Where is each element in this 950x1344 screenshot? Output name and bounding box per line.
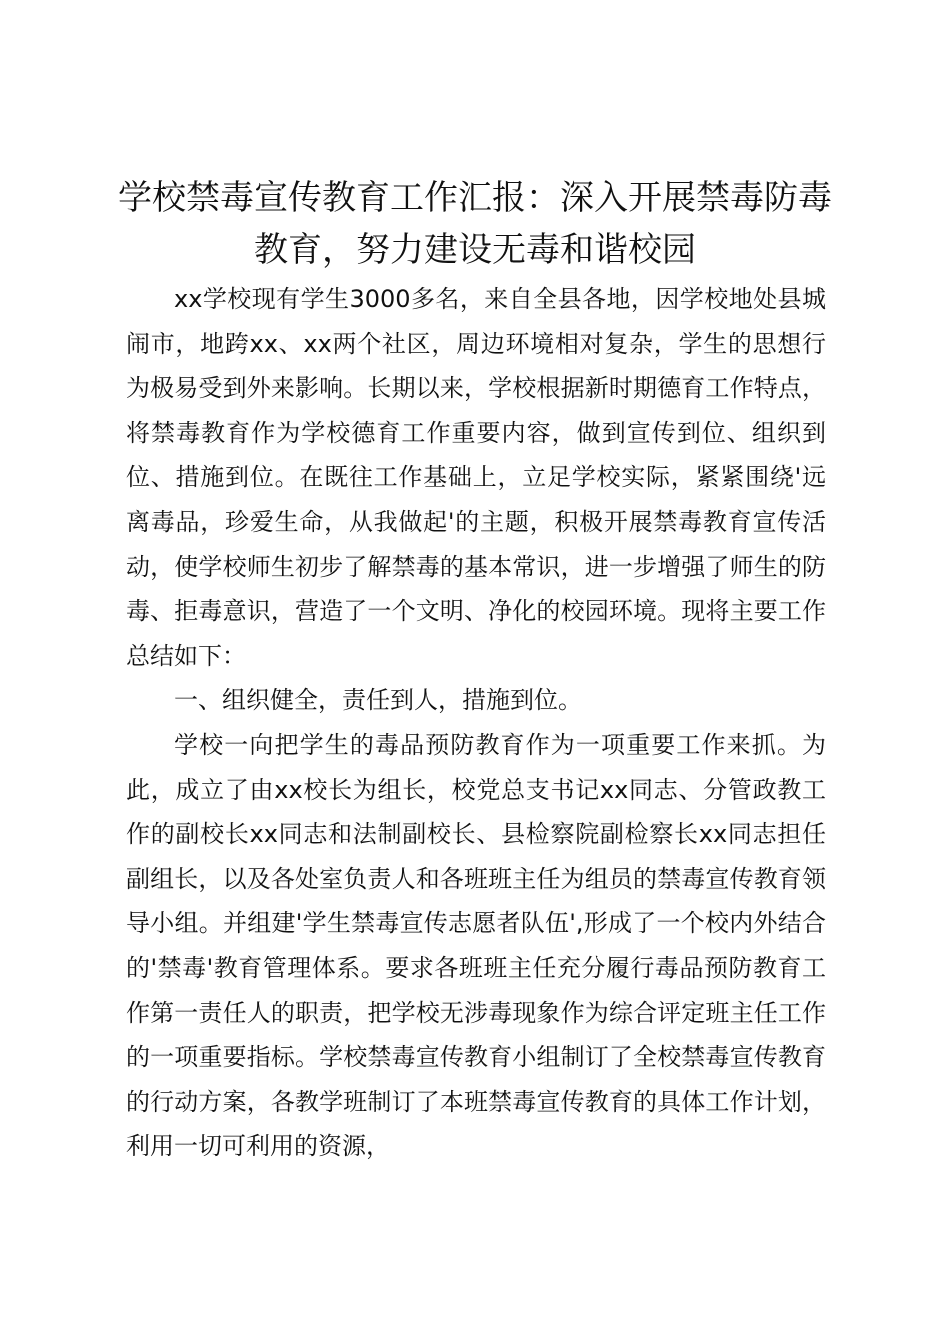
body-paragraph: 学校一向把学生的毒品预防教育作为一项重要工作来抓。为此，成立了由xx校长为组长，校党总支书记xx同志、分管政教工作的副校长xx同志和法制副校长、县检察院副检察长xx同志担任副组长，以及各处室负责人和各班班主任为组员的禁毒宣传教育领导小组。并组建'学生禁毒宣传志愿者队伍',形成了一个校内外结合的'禁毒'教育管理体系。要求各班班主任充分履行毒品预防教育工作第一责任人的职责，把学校无涉毒现象作为综合评定班主任工作的一项重要指标。学校禁毒宣传教育小组制订了全校禁毒宣传教育的行动方案，各教学班制订了本班禁毒宣传教育的具体工作计划，利用一切可利用的资源， — [126, 730, 826, 1161]
document-title: 学校禁毒宣传教育工作汇报：深入开展禁毒防毒教育，努力建设无毒和谐校园 — [118, 178, 832, 270]
intro-paragraph: xx学校现有学生3000多名，来自全县各地，因学校地处县城闹市，地跨xx、xx两个社区，周边环境相对复杂，学生的思想行为极易受到外来影响。长期以来，学校根据新时期德育工作特点，将禁毒教育作为学校德育工作重要内容，做到宣传到位、组织到位、措施到位。在既往工作基础上，立足学校实际，紧紧围绕'远离毒品，珍爱生命，从我做起'的主题，积极开展禁毒教育宣传活动，使学校师生初步了解禁毒的基本常识，进一步增强了师生的防毒、拒毒意识，营造了一个文明、净化的校园环境。现将主要工作总结如下： — [126, 285, 826, 670]
section-heading: 一、组织健全，责任到人，措施到位。 — [174, 686, 582, 715]
document-body — [126, 277, 826, 1169]
